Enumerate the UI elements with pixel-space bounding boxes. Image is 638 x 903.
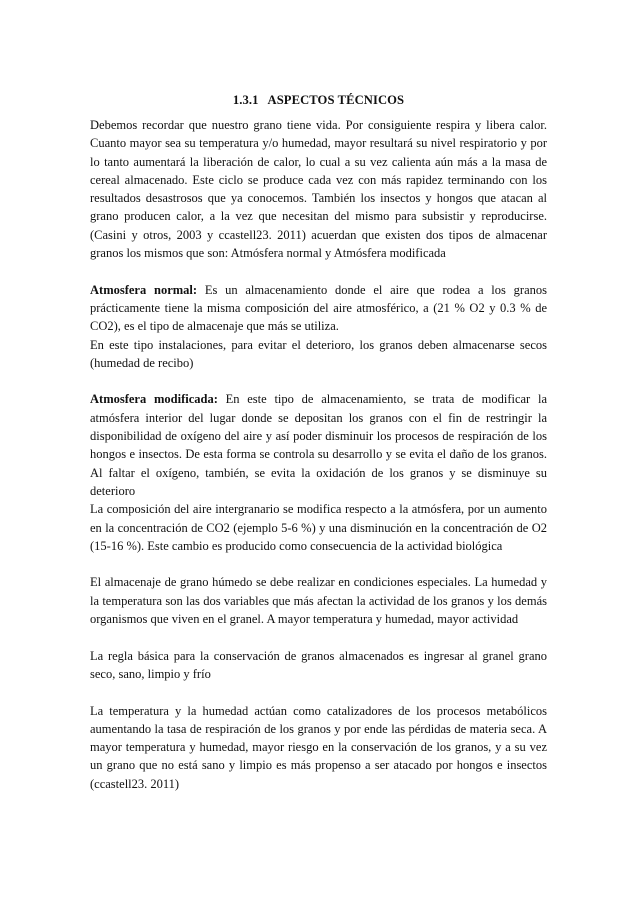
intro-paragraph: Debemos recordar que nuestro grano tiene vida. Por consiguiente respira y libera calor. Cuanto mayor sea su temperatura y/o humedad, mayor resultará su nivel respiratorio y por lo tanto aumentará la liberación de calor, lo cual a su vez calienta aún más a la masa de cereal almacenado. Este ciclo se produce cada vez con más rapidez terminando con los resultados desastrosos que ya conocemos. También los insectos y hongos que atacan al grano producen calor, a la vez que necesitan del mismo para subsistir y reproducirse. (Casini y otros, 2003 y ccastell23. 2011) acuerdan que existen dos tipos de almacenar granos los mismos que son: Atmósfera normal y Atmósfera modificada [90,118,547,261]
normal-atmosphere-note: En este tipo instalaciones, para evitar el deterioro, los granos deben almacenarse secos (humedad de recibo) [90,337,547,370]
modified-atmosphere-paragraph [90,390,547,500]
section-title: ASPECTOS TÉCNICOS [267,93,405,107]
humid-storage-paragraph: El almacenaje de grano húmedo se debe realizar en condiciones especiales. La humedad y la temperatura son las dos variables que más afectan la actividad de los granos y los demás organismos que viven en el granel. A mayor temperatura y humedad, mayor actividad [90,575,547,627]
modified-atmosphere-term: Atmosfera modificada: [90,392,218,407]
document-page [90,91,547,793]
normal-atmosphere-paragraph [90,281,547,336]
normal-atmosphere-term: Atmosfera normal: [90,282,198,297]
catalysts-paragraph: La temperatura y la humedad actúan como catalizadores de los procesos metabólicos aumentando la tasa de respiración de los granos y por ende las pérdidas de materia seca. A mayor temperatura y humedad, mayor riesgo en la conservación de los granos, y a su vez un grano que no está sano y limpio es más propenso a ser atacado por hongos e insectos (ccastell23. 2011) [90,703,547,791]
paragraph-spacer [90,628,547,646]
basic-rule-paragraph: La regla básica para la conservación de granos almacenados es ingresar al granel grano seco, sano, limpio y frío [90,648,547,681]
modified-atmosphere-note: La composición del aire intergranario se modifica respecto a la atmósfera, por un aumento en la concentración de CO2 (ejemplo 5-6 %) y una disminución en la concentración de O2 (15-16 %). Este cambio es producido como consecuencia de la actividad biológica [90,502,547,553]
section-number: 1.3.1 [232,93,259,107]
section-heading [90,91,547,109]
paragraph-spacer [90,555,547,573]
paragraph-spacer [90,683,547,701]
paragraph-spacer [90,372,547,390]
normal-atmosphere-definition: Es un almacenamiento donde el aire que rodea a los granos prácticamente tiene la misma composición del aire atmosférico, a (21 % O2 y 0.3 % de CO2), es el tipo de almacenaje que más se utiliza. [90,282,547,334]
paragraph-spacer [90,262,547,280]
modified-atmosphere-definition: En este tipo de almacenamiento, se trata de modificar la atmósfera interior del lugar donde se depositan los granos con el fin de restringir la disponibilidad de oxígeno del aire y así poder disminuir los procesos de respiración de los hongos e insectos. De esta forma se controla su desarrollo y se evita el daño de los granos. Al faltar el oxígeno, también, se evita la oxidación de los granos y se disminuye su deterioro [90,392,547,498]
